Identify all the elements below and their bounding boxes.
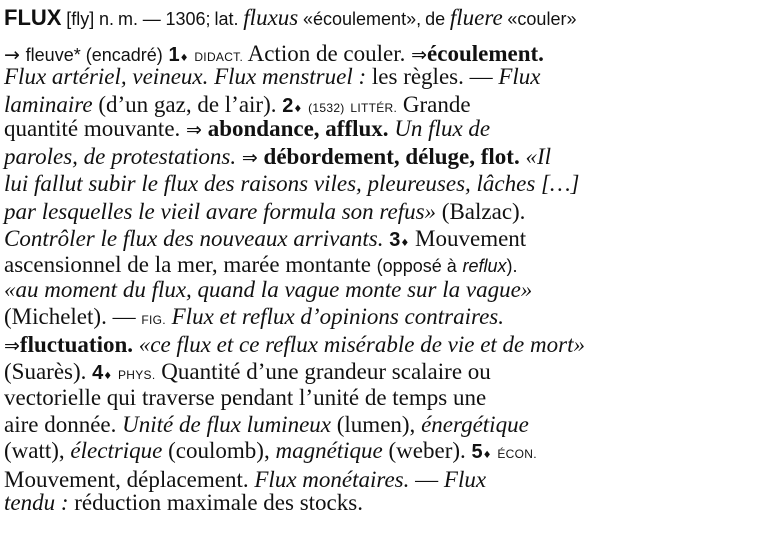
etymology-word: fluere: [449, 5, 503, 30]
entry-line-1: [4, 4, 576, 32]
gloss: réduction maximale des stocks.: [68, 490, 363, 515]
entry-line-7: [4, 170, 579, 198]
entry-line-11: [4, 276, 532, 304]
entry-line-6: [4, 143, 551, 171]
sense-number: 4: [92, 362, 104, 384]
diamond-icon: ♦: [482, 450, 492, 461]
entry-line-15: [4, 384, 486, 412]
definition: quantité mouvante.: [4, 116, 181, 141]
example: Flux monétaires.: [254, 467, 410, 492]
definition: Action de couler.: [247, 41, 406, 66]
entry-line-17: [4, 437, 537, 465]
example: tendu :: [4, 490, 69, 515]
pronunciation: [fly]: [66, 9, 95, 29]
etymology-gloss: «couler»: [507, 9, 577, 29]
example: paroles, de protestations.: [4, 144, 237, 169]
quotation-author: (Michelet).: [4, 304, 107, 329]
example: Flux: [498, 64, 541, 89]
opposite-note: ).: [506, 256, 518, 276]
gloss: (coulomb),: [162, 438, 276, 463]
example: Flux artériel, veineux. Flux menstruel :: [4, 64, 367, 89]
domain-label: DIDACT.: [194, 50, 244, 64]
double-arrow-icon: ⇒: [4, 335, 20, 357]
diamond-icon: ♦: [179, 53, 189, 64]
quotation: «ce flux et ce reflux misérable de vie et de mort»: [138, 332, 585, 357]
entry-line-14: [4, 358, 491, 386]
arrow-icon: →: [4, 44, 20, 66]
opposite-word: reflux: [462, 256, 507, 276]
synonym: abondance, afflux.: [207, 116, 389, 141]
diamond-icon: ♦: [103, 371, 113, 382]
sense-number: 2: [282, 95, 294, 117]
quotation: lui fallut subir le flux des raisons viles, pleureuses, lâches […]: [4, 171, 580, 196]
sense-number: 5: [471, 441, 483, 463]
diamond-icon: ♦: [400, 238, 410, 249]
gloss: (lumen),: [331, 412, 422, 437]
example: Contrôler le flux des nouveaux arrivants.: [4, 226, 384, 251]
example: magnétique: [275, 438, 383, 463]
double-arrow-icon: ⇒: [186, 119, 202, 141]
synonym: fluctuation.: [19, 332, 134, 357]
synonym: écoulement.: [427, 41, 544, 66]
double-arrow-icon: ⇒: [411, 44, 428, 66]
definition: Grande: [402, 92, 471, 117]
quotation: «Il: [525, 144, 552, 169]
domain-label: PHYS.: [117, 368, 156, 382]
example: électrique: [70, 438, 163, 463]
example: Un flux de: [394, 116, 491, 141]
sense-date: (1532): [308, 101, 345, 115]
etymology-crossref: fleuve* (encadré): [25, 45, 163, 65]
diamond-icon: ♦: [293, 104, 303, 115]
definition: Mouvement: [415, 226, 527, 251]
entry-line-10: [4, 251, 518, 279]
gloss: (weber).: [382, 438, 466, 463]
entry-line-5: [4, 115, 490, 143]
entry-line-16: [4, 411, 529, 439]
sense-number: 3: [389, 229, 401, 251]
dash: —: [409, 467, 444, 492]
etymology-gloss: «écoulement», de: [303, 9, 446, 29]
domain-label: FIG.: [141, 313, 166, 327]
example: Flux: [443, 467, 487, 492]
dash: —: [142, 9, 161, 29]
gloss: les règles.: [366, 64, 464, 89]
definition: vectorielle qui traverse pendant l’unité de temps une: [4, 385, 487, 410]
synonym: débordement, déluge, flot.: [263, 144, 520, 169]
example: Unité de flux lumineux: [122, 412, 331, 437]
part-of-speech: n. m.: [98, 9, 138, 29]
entry-line-8: [4, 198, 525, 226]
gloss: (watt),: [4, 438, 71, 463]
entry-line-9: [4, 225, 526, 253]
entry-line-13: [4, 331, 585, 359]
example: laminaire: [4, 92, 93, 117]
quotation: par lesquelles le vieil avare formula son refus»: [4, 199, 437, 224]
example: Flux et reflux d’opinions contraires.: [171, 304, 505, 329]
domain-label: LITTÉR.: [350, 101, 398, 115]
quotation: «au moment du flux, quand la vague monte sur la vague»: [4, 277, 533, 302]
domain-label: ÉCON.: [497, 447, 537, 461]
entry-line-12: [4, 303, 504, 331]
gloss: (d’un gaz, de l’air).: [92, 92, 277, 117]
quotation-author: (Suarès).: [4, 359, 87, 384]
double-arrow-icon: ⇒: [241, 147, 258, 169]
definition: Quantité d’une grandeur scalaire ou: [161, 359, 491, 384]
opposite-note: (opposé à: [376, 256, 457, 276]
dash: —: [106, 304, 142, 329]
entry-line-3: [4, 63, 541, 91]
etymology-word: fluxus: [243, 5, 299, 30]
definition: Mouvement, déplacement.: [4, 467, 249, 492]
example: énergétique: [421, 412, 529, 437]
headword: FLUX: [4, 5, 62, 30]
entry-line-19: [4, 489, 363, 517]
sense-number: 1: [168, 44, 180, 66]
definition: aire donnée.: [4, 412, 117, 437]
definition: ascensionnel de la mer, marée montante: [4, 252, 371, 277]
etymology-date: 1306: [165, 9, 206, 29]
quotation-author: (Balzac).: [441, 199, 526, 224]
dash: —: [463, 64, 499, 89]
etymology-latin: ; lat.: [205, 9, 239, 29]
